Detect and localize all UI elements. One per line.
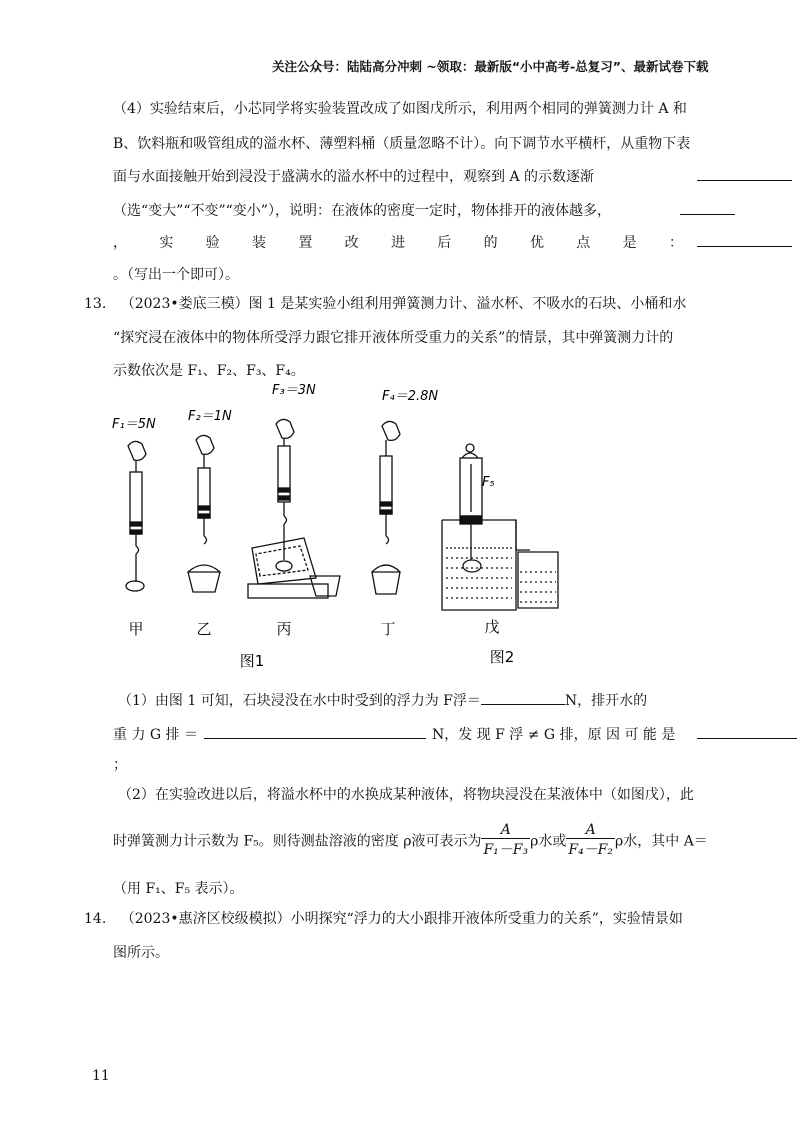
label-bing: 丙 [276,620,292,638]
q12-part4-line2: B、饮料瓶和吸管组成的溢水杯、薄塑料桶（质量忽略不计）。向下调节水平横杆，从重物下表 [113,136,691,152]
reading-f1: F₁＝5N [112,417,156,432]
reading-f2: F₂＝1N [188,409,232,424]
page-number: 11 [92,1068,110,1084]
answer-blank-weight[interactable] [204,724,426,739]
q13-part2-line2: 时弹簧测力计示数为 F₅。则待测盐溶液的密度 ρ液可表示为 $\frac{A}{\text{F₁－F₃}}$ ρ水或 $\frac{A}{\text{F₄－F₂}}$ ρ水，其中 A＝ [113,822,708,858]
setup-jia [126,441,146,591]
q13-line3: 示数依次是 F₁、F₂、F₃、F₄。 [113,363,305,379]
experiment-figure [100,376,580,676]
q12-part4-line6: 。（写出一个即可）。 [113,267,239,283]
question-source: （2023•娄底三模） [120,296,249,312]
answer-blank-3[interactable] [697,232,792,247]
caption-figure1: 图1 [239,652,265,670]
q13-heading [84,293,686,313]
q13-part1-line2: 重 力 G 排 ＝ N，发 现 F 浮 ≠ G 排，原 因 可 能 是 [113,724,675,744]
label-yi: 乙 [196,620,212,638]
label-jia: 甲 [128,620,144,638]
caption-figure2: 图2 [489,648,515,666]
answer-blank-buoyancy[interactable] [481,690,565,705]
page-header: 关注公众号：陆陆高分冲刺 ~领取：最新版“小中高考-总复习”、最新试卷下载 [272,59,709,74]
formula-fraction-2: $\frac{A}{\text{F₄－F₂}}$ [568,822,614,858]
q14-heading [84,908,683,928]
question-number: 13. [84,296,107,312]
formula-fraction-1: $\frac{A}{\text{F₁－F₃}}$ [483,822,529,858]
label-ding: 丁 [380,620,396,638]
question-number: 14. [84,911,107,927]
q13-part1-line3: ； [113,757,127,773]
q13-line2: “探究浸在液体中的物体所受浮力跟它排开液体所受重力的关系”的情景，其中弹簧测力计的 [113,330,674,346]
label-wu: 戊 [484,618,500,636]
q12-part4-line3: 面与水面接触开始到浸没于盛满水的溢水杯中的过程中，观察到 A 的示数逐渐 [113,169,595,185]
q12-part4-line1: （4）实验结束后，小芯同学将实验装置改成了如图戊所示，利用两个相同的弹簧测力计 A 和 [113,101,687,117]
q13-part2-line3: （用 F₁、F₅ 表示）。 [113,881,244,897]
q13-line1: 图 1 是某实验小组利用弹簧测力计、溢水杯、不吸水的石块、小桶和水 [248,296,687,312]
q13-part2-line1: （2）在实验改进以后，将溢水杯中的水换成某种液体，将物块浸没在某液体中（如图戊），此 [118,787,694,803]
setup-ding [372,421,400,594]
q12-part4-line5: ， 实 验 装 置 改 进 后 的 优 点 是 ： [113,235,683,251]
setup-yi [188,435,220,592]
q14-line2: 图所示。 [113,945,169,961]
q12-part4-line4: （选“变大”“不变”“变小”），说明：在液体的密度一定时，物体排开的液体越多， [113,203,611,219]
question-source: （2023•惠济区校级模拟） [120,911,291,927]
setup-wu [442,444,558,610]
reading-f5: F₅ [482,475,495,490]
answer-blank-reason[interactable] [697,724,797,739]
q13-part1-line1: （1）由图 1 可知，石块浸没在水中时受到的浮力为 F浮＝ N，排开水的 [118,690,647,710]
q14-line1: 小明探究“浮力的大小跟排开液体所受重力的关系”，实验情景如 [290,911,683,927]
setup-bing [248,419,340,598]
answer-blank-2[interactable] [680,200,735,215]
reading-f3: F₃＝3N [272,383,316,398]
reading-f4: F₄＝2.8N [382,389,439,404]
answer-blank-1[interactable] [697,166,792,181]
